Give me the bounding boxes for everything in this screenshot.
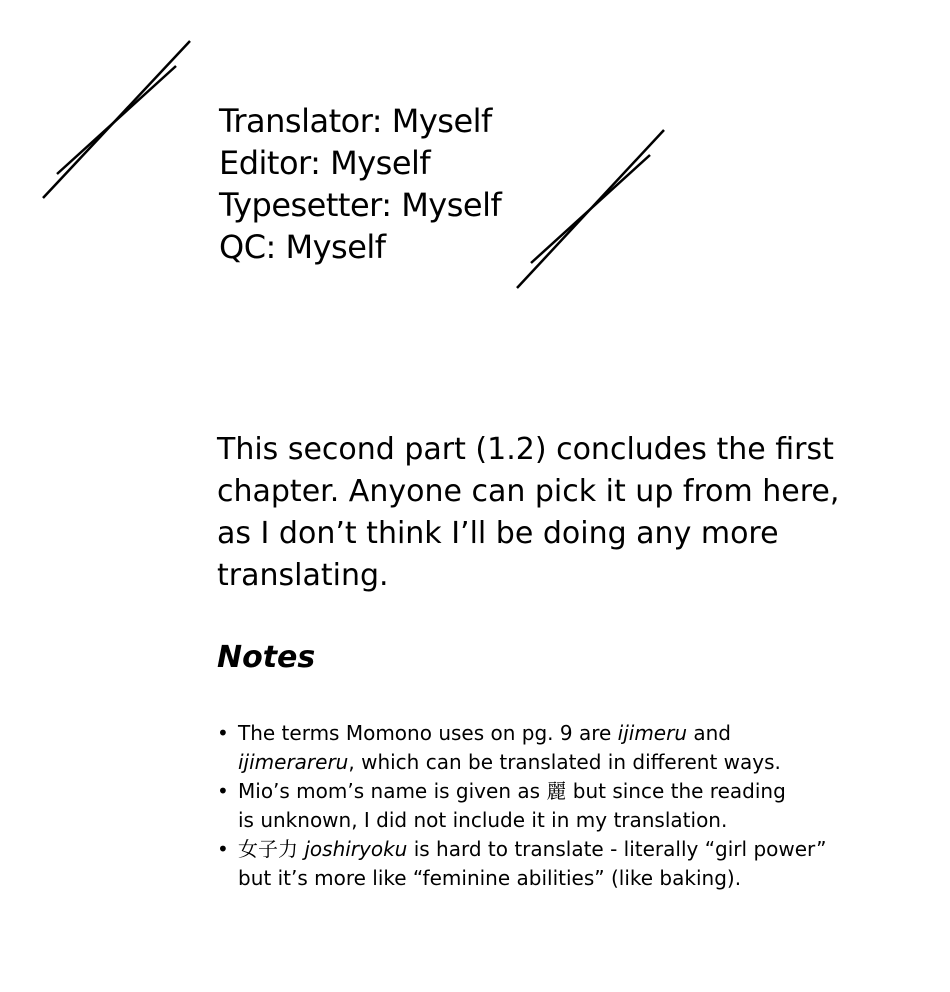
slash-line: [57, 66, 176, 174]
note-text: but since the reading: [566, 779, 786, 803]
credit-name: Myself: [391, 102, 492, 140]
notes-heading: Notes: [217, 640, 316, 675]
credit-role: QC: [219, 228, 266, 266]
note-text: is hard to translate - literally “girl power”: [407, 837, 827, 861]
note-item: [217, 835, 857, 893]
intro-line: chapter. Anyone can pick it up from here,: [217, 474, 840, 509]
credits-block: [219, 100, 501, 268]
slash-line: [531, 155, 650, 263]
note-item: [217, 719, 857, 777]
credit-editor: [219, 142, 501, 184]
notes-list: [217, 719, 857, 893]
intro-line: translating.: [217, 558, 389, 593]
credit-separator: :: [310, 144, 331, 182]
note-line: [238, 835, 857, 864]
note-text: , which can be translated in different ways.: [348, 750, 781, 774]
note-line: [238, 864, 857, 893]
credit-role: Typesetter: [219, 186, 382, 224]
intro-line: as I don’t think I’ll be doing any more: [217, 516, 779, 551]
note-term: joshiryoku: [304, 837, 408, 861]
note-term: ijimeru: [617, 721, 688, 745]
credit-role: Editor: [219, 144, 311, 182]
intro-line: This second part (1.2) concludes the first: [217, 432, 834, 467]
note-text: The terms Momono uses on pg. 9 are: [238, 721, 618, 745]
credit-separator: :: [381, 186, 402, 224]
credit-separator: :: [265, 228, 286, 266]
credit-separator: :: [371, 102, 392, 140]
note-text: is unknown, I did not include it in my translation.: [238, 808, 728, 832]
note-text: but it’s more like “feminine abilities” (like baking).: [238, 866, 742, 890]
credit-name: Myself: [330, 144, 431, 182]
bullet: •: [217, 721, 229, 745]
credit-role: Translator: [219, 102, 372, 140]
kanji-text: 麗: [546, 779, 567, 803]
note-item: [217, 777, 857, 835]
note-term: ijimerareru: [238, 750, 349, 774]
note-line: [238, 806, 857, 835]
note-line: [238, 748, 857, 777]
note-text: Mio’s mom’s name is given as: [238, 779, 547, 803]
note-line: [238, 777, 857, 806]
note-text: and: [687, 721, 731, 745]
credit-name: Myself: [285, 228, 386, 266]
credit-typesetter: [219, 184, 501, 226]
bullet: •: [217, 779, 229, 803]
credit-name: Myself: [401, 186, 502, 224]
credit-translator: [219, 100, 501, 142]
note-line: [238, 719, 857, 748]
bullet: •: [217, 837, 229, 861]
intro-paragraph: [217, 429, 867, 597]
credit-qc: [219, 226, 501, 268]
kanji-text: 女子力: [238, 837, 305, 861]
